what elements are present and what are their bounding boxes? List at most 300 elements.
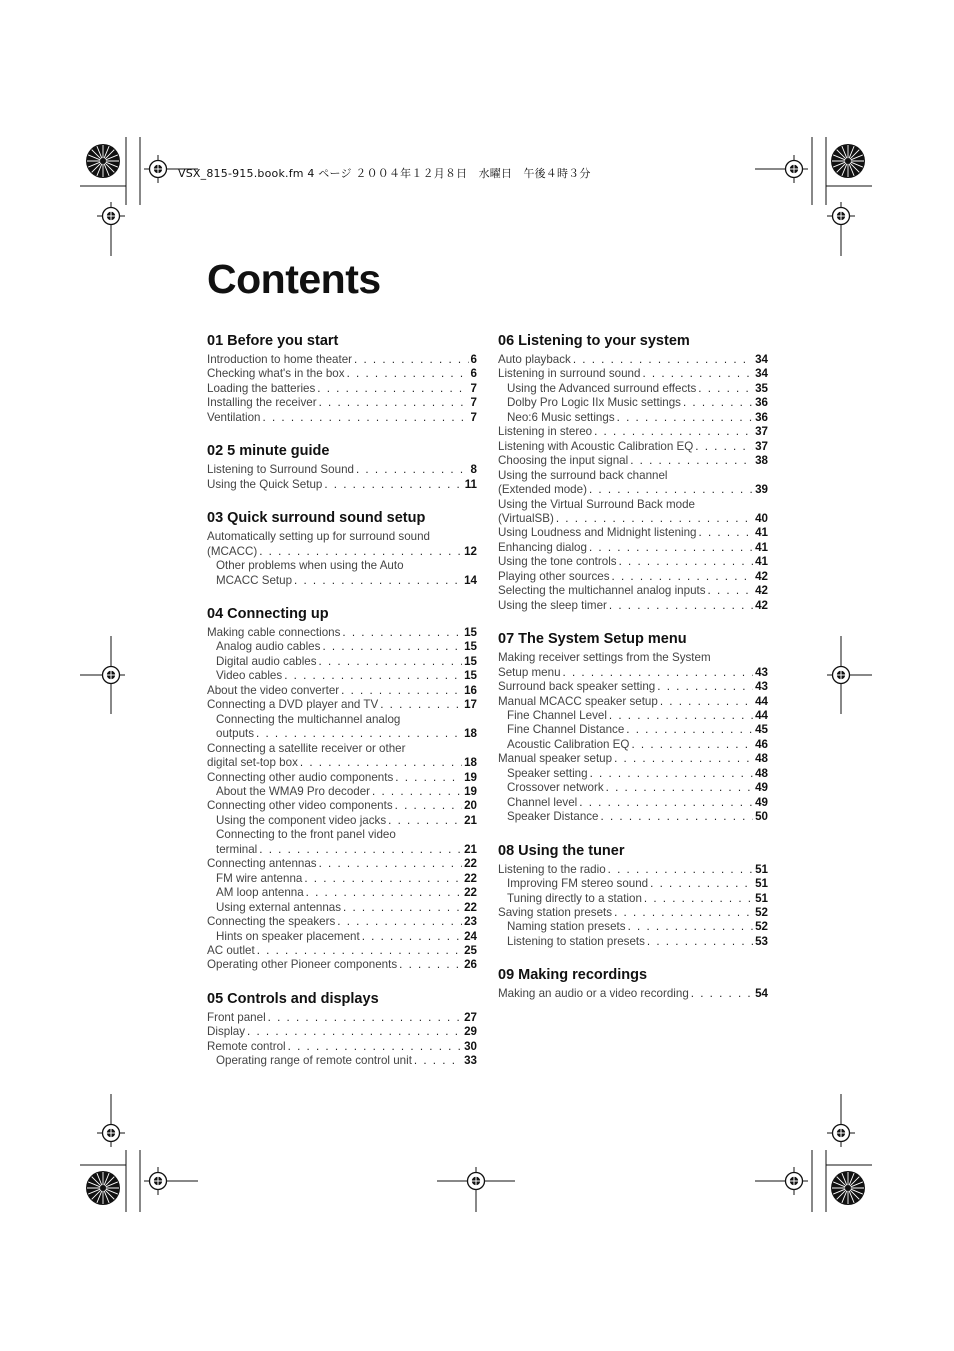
dot-leader bbox=[612, 570, 754, 584]
toc-subentry bbox=[498, 723, 768, 737]
page-number: 40 bbox=[755, 511, 768, 525]
section-heading: 07 The System Setup menu bbox=[498, 631, 687, 648]
page-number: 25 bbox=[464, 943, 477, 957]
toc-entry bbox=[207, 771, 477, 785]
toc-subentry bbox=[498, 382, 768, 396]
toc-entry-line: Using the Virtual Surround Back mode bbox=[498, 497, 695, 511]
toc-entry bbox=[207, 857, 477, 871]
page-number: 41 bbox=[755, 526, 768, 540]
toc-subentry bbox=[207, 872, 477, 886]
toc-entry bbox=[207, 396, 477, 410]
entry-title: Listening to Surround Sound bbox=[207, 463, 354, 477]
page-number: 29 bbox=[464, 1025, 477, 1039]
toc-entry bbox=[207, 944, 477, 958]
page-number: 8 bbox=[470, 463, 477, 477]
page-number: 45 bbox=[755, 723, 768, 737]
entry-title: Neo:6 Music settings bbox=[507, 410, 615, 424]
dot-leader bbox=[347, 367, 469, 381]
page-number: 42 bbox=[755, 598, 768, 612]
page-number: 51 bbox=[755, 877, 768, 891]
entry-title: Listening with Acoustic Calibration EQ bbox=[498, 439, 694, 453]
entry-title: (Extended mode) bbox=[498, 483, 587, 497]
entry-title: Manual speaker setup bbox=[498, 752, 613, 766]
dot-leader bbox=[609, 599, 753, 613]
page-number: 14 bbox=[464, 573, 477, 587]
toc-entry-line: Automatically setting up for surround sound bbox=[207, 530, 430, 544]
dot-leader bbox=[644, 892, 753, 906]
page-number: 17 bbox=[464, 698, 477, 712]
dot-leader bbox=[617, 411, 753, 425]
top-left-mark bbox=[80, 137, 198, 256]
page-number: 6 bbox=[470, 353, 477, 366]
dot-leader bbox=[294, 574, 462, 588]
dot-leader bbox=[306, 886, 462, 900]
toc-entry bbox=[498, 584, 768, 598]
toc-entry bbox=[207, 684, 477, 698]
page-number: 11 bbox=[464, 477, 477, 491]
page-number: 44 bbox=[755, 708, 768, 722]
dot-leader bbox=[257, 944, 462, 958]
toc-entry-line: Connecting a satellite receiver or other bbox=[207, 741, 406, 755]
entry-title: Acoustic Calibration EQ bbox=[507, 737, 630, 751]
print-header-line: VSX_815-915.book.fm 4 ページ ２００４年１２月８日 水曜日 午後４時３分 bbox=[178, 167, 591, 180]
dot-leader bbox=[579, 796, 753, 810]
page-number: 43 bbox=[755, 665, 768, 679]
page-number: 22 bbox=[464, 900, 477, 914]
entry-title: Dolby Pro Logic IIx Music settings bbox=[507, 396, 681, 410]
middle-right-mark bbox=[827, 636, 872, 714]
toc-subentry bbox=[207, 640, 477, 654]
entry-title: Playing other sources bbox=[498, 569, 610, 583]
entry-title: Surround back speaker setting bbox=[498, 680, 656, 694]
toc-entry bbox=[498, 483, 768, 497]
page-number: 27 bbox=[464, 1010, 477, 1024]
toc-entry bbox=[498, 570, 768, 584]
dot-leader bbox=[288, 1040, 462, 1054]
dot-leader bbox=[317, 382, 468, 396]
dot-leader bbox=[698, 382, 753, 396]
page-number: 20 bbox=[464, 799, 477, 813]
dot-leader bbox=[263, 411, 469, 425]
page-title: Contents bbox=[207, 256, 381, 302]
dot-leader bbox=[259, 843, 462, 857]
entry-title: Connecting other video components bbox=[207, 799, 393, 813]
entry-title: Using the component video jacks bbox=[216, 813, 387, 827]
dot-leader bbox=[268, 1011, 462, 1025]
entry-title: (MCACC) bbox=[207, 544, 258, 558]
toc-section bbox=[207, 990, 477, 1069]
toc-right-column bbox=[498, 332, 768, 1019]
dot-leader bbox=[414, 1054, 462, 1068]
toc-entry bbox=[207, 915, 477, 929]
page-number: 15 bbox=[464, 669, 477, 683]
toc-entry-line: Connecting the multichannel analog bbox=[216, 712, 401, 726]
toc-subentry bbox=[498, 810, 768, 824]
dot-leader bbox=[630, 454, 753, 468]
entry-title: About the WMA9 Pro decoder bbox=[216, 784, 371, 798]
toc-subentry bbox=[207, 669, 477, 683]
toc-entry bbox=[498, 666, 768, 680]
page-number: 37 bbox=[755, 425, 768, 439]
toc-entry bbox=[207, 1040, 477, 1054]
toc-section bbox=[207, 605, 477, 973]
entry-title: About the video converter bbox=[207, 683, 340, 697]
entry-title: Hints on speaker placement bbox=[216, 929, 360, 943]
dot-leader bbox=[589, 541, 753, 555]
entry-title: terminal bbox=[216, 842, 258, 856]
toc-entry bbox=[498, 526, 768, 540]
dot-leader bbox=[319, 655, 463, 669]
page-number: 15 bbox=[464, 625, 477, 639]
dot-leader bbox=[372, 785, 462, 799]
toc-entry bbox=[498, 454, 768, 468]
dot-leader bbox=[601, 810, 754, 824]
dot-leader bbox=[324, 478, 462, 492]
page-number: 44 bbox=[755, 694, 768, 708]
entry-title: Checking what's in the box bbox=[207, 367, 345, 381]
dot-leader bbox=[343, 901, 462, 915]
dot-leader bbox=[573, 353, 753, 367]
page-number: 19 bbox=[464, 770, 477, 784]
dot-leader bbox=[284, 669, 462, 683]
toc-entry bbox=[207, 1025, 477, 1039]
page-number: 51 bbox=[755, 891, 768, 905]
entry-title: Video cables bbox=[216, 669, 283, 683]
dot-leader bbox=[356, 463, 469, 477]
page-number: 16 bbox=[464, 683, 477, 697]
dot-leader bbox=[647, 935, 753, 949]
toc-entry bbox=[498, 752, 768, 766]
page-number: 38 bbox=[755, 454, 768, 468]
toc-subentry bbox=[498, 781, 768, 795]
dot-leader bbox=[304, 872, 462, 886]
entry-title: Tuning directly to a station bbox=[507, 891, 642, 905]
dot-leader bbox=[388, 814, 462, 828]
toc-entry bbox=[498, 541, 768, 555]
toc-subentry bbox=[498, 709, 768, 723]
entry-title: Listening in stereo bbox=[498, 425, 593, 439]
toc-entry bbox=[498, 599, 768, 613]
toc-left-column bbox=[207, 332, 477, 1086]
page-number: 26 bbox=[464, 958, 477, 972]
entry-title: digital set-top box bbox=[207, 756, 298, 770]
page-number: 48 bbox=[755, 752, 768, 766]
page-number: 12 bbox=[464, 544, 477, 558]
toc-entry bbox=[498, 353, 768, 367]
entry-title: Connecting other audio components bbox=[207, 770, 394, 784]
page-number: 35 bbox=[755, 381, 768, 395]
page-number: 18 bbox=[464, 756, 477, 770]
toc-subentry bbox=[207, 785, 477, 799]
page-number: 48 bbox=[755, 766, 768, 780]
page-number: 42 bbox=[755, 584, 768, 598]
entry-title: Making cable connections bbox=[207, 625, 341, 639]
section-heading: 08 Using the tuner bbox=[498, 842, 625, 859]
toc-subentry bbox=[498, 892, 768, 906]
entry-title: Selecting the multichannel analog inputs bbox=[498, 584, 706, 598]
dot-leader bbox=[319, 857, 463, 871]
page-number: 21 bbox=[464, 813, 477, 827]
dot-leader bbox=[631, 738, 753, 752]
toc-section bbox=[207, 509, 477, 588]
entry-title: AM loop antenna bbox=[216, 886, 304, 900]
entry-title: MCACC Setup bbox=[216, 573, 293, 587]
entry-title: Analog audio cables bbox=[216, 640, 321, 654]
toc-section bbox=[498, 842, 768, 950]
toc-section bbox=[498, 630, 768, 824]
toc-entry-line: Connecting to the front panel video bbox=[216, 828, 396, 842]
toc-entry-line: Other problems when using the Auto bbox=[216, 559, 404, 573]
toc-subentry bbox=[498, 920, 768, 934]
page-number: 46 bbox=[755, 737, 768, 751]
toc-subentry bbox=[207, 901, 477, 915]
entry-title: Fine Channel Distance bbox=[507, 723, 625, 737]
dot-leader bbox=[657, 680, 753, 694]
entry-title: Listening to the radio bbox=[498, 862, 606, 876]
bottom-center-mark bbox=[437, 1167, 515, 1212]
toc-entry bbox=[207, 1011, 477, 1025]
dot-leader bbox=[322, 640, 462, 654]
page-number: 41 bbox=[755, 540, 768, 554]
bottom-left-mark bbox=[80, 1094, 198, 1212]
entry-title: Using Loudness and Midnight listening bbox=[498, 526, 697, 540]
page-number: 7 bbox=[470, 381, 477, 395]
toc-section bbox=[207, 332, 477, 425]
entry-title: FM wire antenna bbox=[216, 871, 303, 885]
entry-title: Connecting the speakers bbox=[207, 915, 336, 929]
entry-title: Crossover network bbox=[507, 781, 604, 795]
toc-entry bbox=[207, 958, 477, 972]
entry-title: Speaker Distance bbox=[507, 810, 599, 824]
toc-subentry bbox=[207, 930, 477, 944]
toc-subentry bbox=[498, 738, 768, 752]
toc-entry bbox=[498, 695, 768, 709]
toc-entry bbox=[207, 626, 477, 640]
dot-leader bbox=[589, 483, 753, 497]
page-number: 24 bbox=[464, 929, 477, 943]
section-heading: 01 Before you start bbox=[207, 333, 339, 349]
entry-title: Improving FM stereo sound bbox=[507, 877, 649, 891]
toc-entry bbox=[207, 756, 477, 770]
dot-leader bbox=[341, 684, 462, 698]
entry-title: Front panel bbox=[207, 1010, 266, 1024]
toc-entry bbox=[207, 382, 477, 396]
entry-title: Operating range of remote control unit bbox=[216, 1054, 412, 1068]
entry-title: Listening in surround sound bbox=[498, 367, 641, 381]
toc-entry bbox=[498, 425, 768, 439]
toc-entry bbox=[498, 555, 768, 569]
top-right-mark bbox=[755, 137, 872, 256]
toc-subentry bbox=[498, 411, 768, 425]
toc-entry bbox=[498, 680, 768, 694]
toc-entry bbox=[498, 906, 768, 920]
entry-title: Connecting a DVD player and TV bbox=[207, 698, 379, 712]
dot-leader bbox=[614, 752, 753, 766]
dot-leader bbox=[695, 440, 753, 454]
dot-leader bbox=[594, 425, 753, 439]
dot-leader bbox=[650, 877, 753, 891]
section-heading: 04 Connecting up bbox=[207, 605, 329, 622]
page-number: 15 bbox=[464, 654, 477, 668]
entry-title: Introduction to home theater bbox=[207, 353, 353, 366]
section-heading: 05 Controls and displays bbox=[207, 990, 379, 1007]
dot-leader bbox=[619, 555, 754, 569]
entry-title: Remote control bbox=[207, 1039, 286, 1053]
dot-leader bbox=[626, 723, 753, 737]
page-number: 36 bbox=[755, 396, 768, 410]
page-number: 21 bbox=[464, 842, 477, 856]
page-number: 23 bbox=[464, 915, 477, 929]
entry-title: Using external antennas bbox=[216, 900, 342, 914]
dot-leader bbox=[300, 756, 462, 770]
toc-section bbox=[207, 442, 477, 492]
entry-title: Naming station presets bbox=[507, 920, 626, 934]
dot-leader bbox=[362, 930, 462, 944]
bottom-right-mark bbox=[755, 1094, 872, 1212]
dot-leader bbox=[256, 727, 462, 741]
toc-entry bbox=[498, 863, 768, 877]
page-number: 39 bbox=[755, 483, 768, 497]
dot-leader bbox=[691, 987, 753, 1001]
dot-leader bbox=[642, 367, 753, 381]
entry-title: Connecting antennas bbox=[207, 857, 317, 871]
entry-title: Using the Advanced surround effects bbox=[507, 381, 697, 395]
dot-leader bbox=[699, 526, 754, 540]
page-number: 49 bbox=[755, 795, 768, 809]
dot-leader bbox=[395, 771, 462, 785]
dot-leader bbox=[660, 695, 753, 709]
entry-title: Using the tone controls bbox=[498, 555, 617, 569]
toc-entry bbox=[207, 367, 477, 381]
page-number: 52 bbox=[755, 905, 768, 919]
page-number: 52 bbox=[755, 920, 768, 934]
page-number: 30 bbox=[464, 1039, 477, 1053]
section-heading: 03 Quick surround sound setup bbox=[207, 510, 426, 527]
page-number: 22 bbox=[464, 871, 477, 885]
entry-title: Listening to station presets bbox=[507, 934, 645, 948]
page-number: 15 bbox=[464, 640, 477, 654]
page-number: 42 bbox=[755, 569, 768, 583]
page-number: 18 bbox=[464, 727, 477, 741]
toc-entry bbox=[498, 440, 768, 454]
dot-leader bbox=[590, 767, 754, 781]
page-number: 34 bbox=[755, 353, 768, 366]
page-number: 50 bbox=[755, 810, 768, 824]
dot-leader bbox=[342, 626, 462, 640]
toc-subentry bbox=[207, 574, 477, 588]
page-number: 51 bbox=[755, 862, 768, 876]
dot-leader bbox=[609, 709, 753, 723]
toc-entry bbox=[207, 698, 477, 712]
toc-subentry bbox=[498, 767, 768, 781]
toc-subentry bbox=[207, 886, 477, 900]
dot-leader bbox=[319, 396, 469, 410]
dot-leader bbox=[708, 584, 754, 598]
dot-leader bbox=[380, 698, 462, 712]
entry-title: Auto playback bbox=[498, 353, 571, 366]
toc-subentry bbox=[498, 935, 768, 949]
entry-title: Using the sleep timer bbox=[498, 598, 607, 612]
middle-left-mark bbox=[80, 636, 125, 714]
page-number: 41 bbox=[755, 555, 768, 569]
page-number: 19 bbox=[464, 784, 477, 798]
toc-entry bbox=[207, 411, 477, 425]
page-number: 7 bbox=[470, 410, 477, 424]
entry-title: Speaker setting bbox=[507, 766, 588, 780]
entry-title: Making an audio or a video recording bbox=[498, 987, 689, 1001]
dot-leader bbox=[337, 915, 462, 929]
toc-subentry bbox=[207, 655, 477, 669]
page-number: 36 bbox=[755, 410, 768, 424]
entry-title: Saving station presets bbox=[498, 905, 613, 919]
page-number: 34 bbox=[755, 367, 768, 381]
toc-entry-line: Making receiver settings from the System bbox=[498, 651, 711, 665]
page-number: 6 bbox=[470, 367, 477, 381]
toc-entry bbox=[207, 353, 477, 367]
toc-entry bbox=[498, 987, 768, 1001]
entry-title: Digital audio cables bbox=[216, 654, 317, 668]
toc-subentry bbox=[207, 727, 477, 741]
toc-subentry bbox=[498, 796, 768, 810]
entry-title: Operating other Pioneer components bbox=[207, 958, 398, 972]
dot-leader bbox=[399, 958, 462, 972]
dot-leader bbox=[247, 1025, 462, 1039]
toc-entry bbox=[207, 463, 477, 477]
entry-title: Choosing the input signal bbox=[498, 454, 629, 468]
page-number: 22 bbox=[464, 857, 477, 871]
dot-leader bbox=[556, 512, 753, 526]
dot-leader bbox=[628, 920, 754, 934]
page-number: 54 bbox=[755, 987, 768, 1001]
entry-title: Fine Channel Level bbox=[507, 708, 607, 722]
entry-title: (VirtualSB) bbox=[498, 511, 554, 525]
toc-section bbox=[498, 332, 768, 613]
dot-leader bbox=[259, 545, 462, 559]
entry-title: Display bbox=[207, 1025, 246, 1039]
dot-leader bbox=[683, 396, 753, 410]
entry-title: Ventilation bbox=[207, 410, 261, 424]
entry-title: Using the Quick Setup bbox=[207, 477, 323, 491]
toc-entry-line: Using the surround back channel bbox=[498, 468, 668, 482]
dot-leader bbox=[395, 799, 462, 813]
entry-title: outputs bbox=[216, 727, 255, 741]
entry-title: Setup menu bbox=[498, 665, 561, 679]
toc-entry bbox=[207, 478, 477, 492]
page-number: 43 bbox=[755, 680, 768, 694]
toc-section bbox=[498, 966, 768, 1001]
dot-leader bbox=[614, 906, 753, 920]
section-heading: 06 Listening to your system bbox=[498, 333, 690, 349]
page-number: 37 bbox=[755, 439, 768, 453]
toc-subentry bbox=[207, 1054, 477, 1068]
dot-leader bbox=[354, 353, 469, 367]
section-heading: 09 Making recordings bbox=[498, 967, 648, 984]
dot-leader bbox=[606, 781, 753, 795]
toc-entry bbox=[498, 367, 768, 381]
toc-entry bbox=[207, 545, 477, 559]
page-number: 33 bbox=[464, 1054, 477, 1068]
entry-title: Installing the receiver bbox=[207, 396, 317, 410]
toc-entry bbox=[498, 512, 768, 526]
page-number: 49 bbox=[755, 781, 768, 795]
section-heading: 02 5 minute guide bbox=[207, 443, 330, 460]
toc-subentry bbox=[498, 396, 768, 410]
entry-title: Loading the batteries bbox=[207, 381, 316, 395]
toc-subentry bbox=[498, 877, 768, 891]
toc-entry bbox=[207, 799, 477, 813]
page-number: 7 bbox=[470, 396, 477, 410]
entry-title: Manual MCACC speaker setup bbox=[498, 694, 658, 708]
